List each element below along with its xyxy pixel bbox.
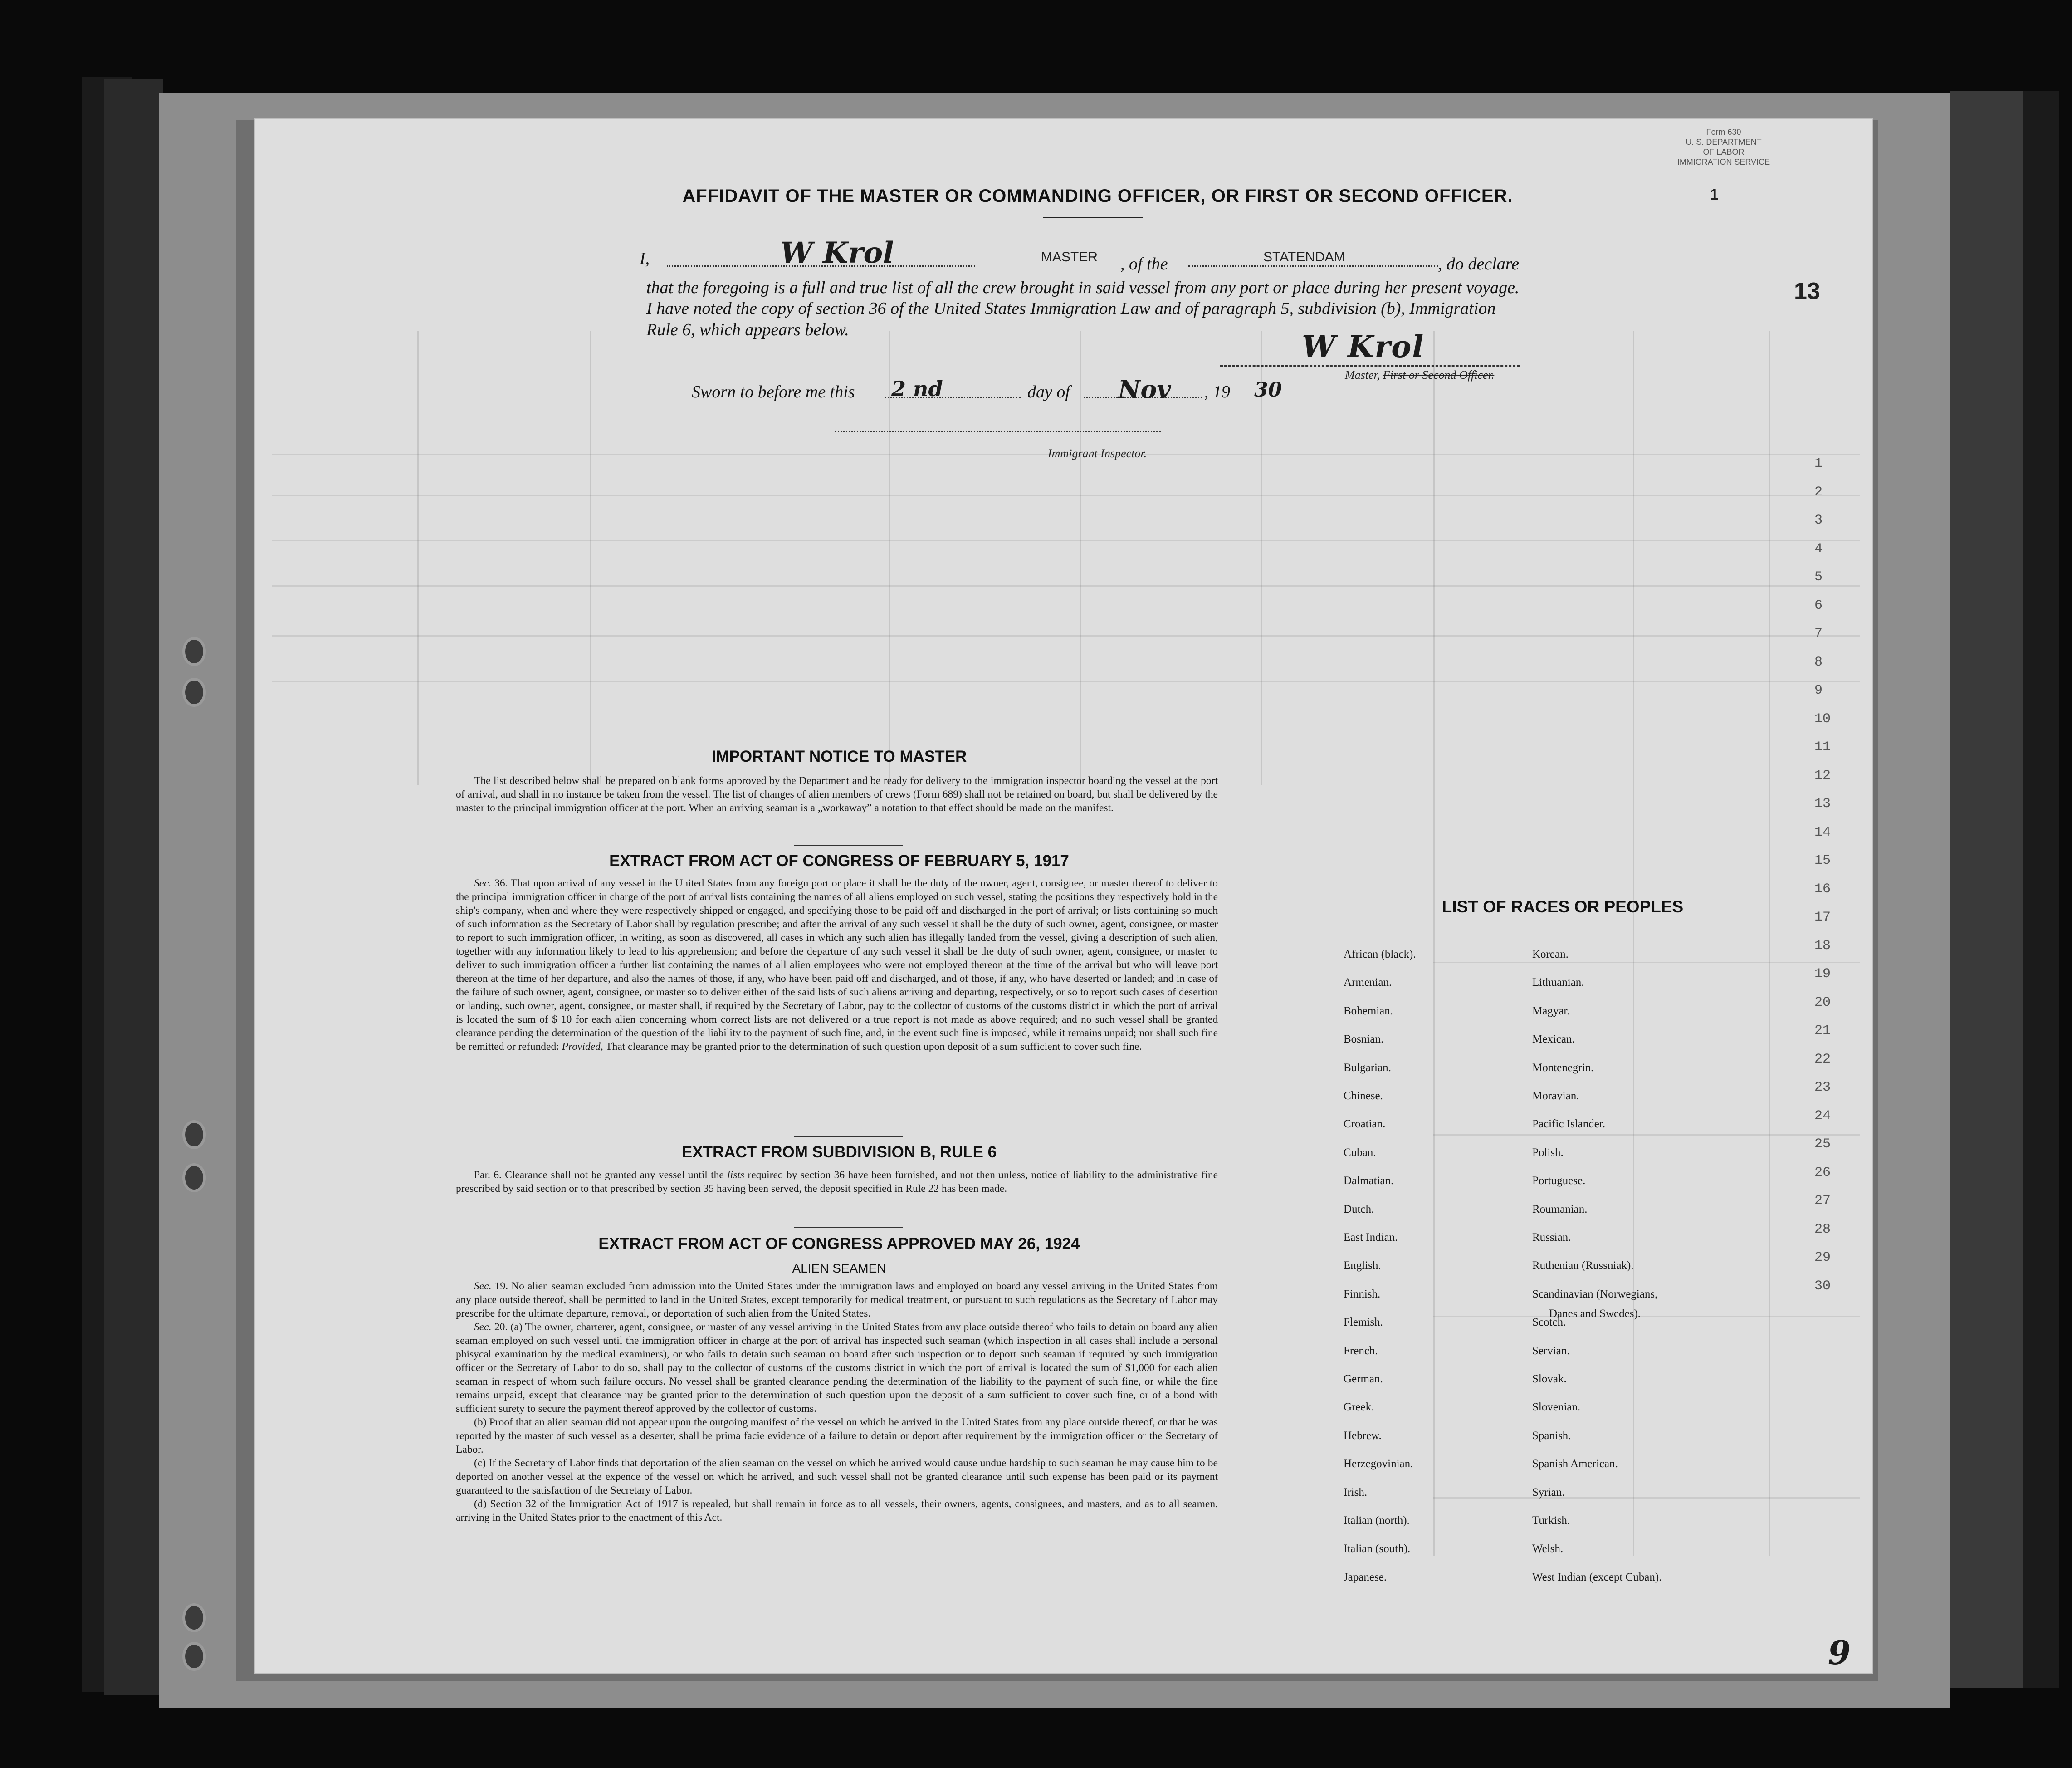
ghost-row-number: 25 [1814, 1136, 1831, 1152]
section-divider [794, 845, 903, 846]
sworn-month-handwritten: Nov [1118, 375, 1171, 404]
ghost-row-number: 21 [1814, 1023, 1831, 1038]
ghost-row-number: 19 [1814, 966, 1831, 982]
sworn-day-handwritten: 2 nd [891, 377, 943, 401]
race-item: French. [1344, 1344, 1378, 1357]
rule6-lists: lists [727, 1169, 745, 1181]
ghost-row-number: 11 [1814, 740, 1831, 755]
extract-1917-paragraph [456, 877, 1218, 1053]
ghost-line [272, 635, 1860, 637]
race-item: West Indian (except Cuban). [1532, 1571, 1662, 1583]
rank-typed: MASTER [1041, 250, 1098, 264]
race-item: Syrian. [1532, 1486, 1565, 1499]
ghost-line [272, 681, 1860, 682]
race-item: Spanish American. [1532, 1458, 1618, 1470]
race-item: Bosnian. [1344, 1033, 1384, 1046]
affidavit-line-4: Rule 6, which appears below. [646, 320, 849, 339]
race-item: Servian. [1532, 1344, 1570, 1357]
ghost-line [1433, 331, 1435, 1556]
ghost-line [1433, 962, 1860, 963]
do-declare-label: , do declare [1438, 255, 1520, 274]
races-title: LIST OF RACES OR PEOPLES [1442, 897, 1684, 916]
ghost-line [417, 331, 419, 785]
form-number: Form 630 [1706, 127, 1741, 137]
extract-1924-title: EXTRACT FROM ACT OF CONGRESS APPROVED MAY 26, 1924 [598, 1235, 1080, 1253]
left-holder-strip [104, 79, 163, 1695]
race-item: Slovenian. [1532, 1401, 1581, 1414]
day-of-label: day of [1027, 382, 1070, 402]
race-item: Finnish. [1344, 1288, 1381, 1300]
race-item: Hebrew. [1344, 1429, 1382, 1442]
ghost-row-number: 2 [1814, 484, 1823, 500]
race-item: Turkish. [1532, 1514, 1570, 1527]
section-divider [794, 1136, 903, 1137]
ghost-row-number: 27 [1814, 1193, 1831, 1209]
race-item: Italian (south). [1344, 1543, 1411, 1555]
ghost-line [272, 585, 1860, 587]
ghost-row-number: 24 [1814, 1108, 1831, 1124]
ghost-row-number: 28 [1814, 1221, 1831, 1237]
ghost-line [1769, 331, 1770, 1556]
notice-paragraph: The list described below shall be prepared on blank forms approved by the Department and be ready for delivery to the immigration inspector boarding the vessel at the port of arrival, and shall in no instance be taken from the vessel. The list of changes of alien members of crews (Form 689) shall not be retained on board, but shall be delivered by the master to the principal immigration officer at the port. When an arriving seaman is a „workaway” a notation to that effect should be made on the manifest. [456, 775, 1218, 814]
race-item: Korean. [1532, 948, 1569, 960]
ghost-line [889, 331, 890, 785]
inspector-caption: Immigrant Inspector. [1048, 447, 1147, 460]
ghost-line [1433, 1316, 1860, 1317]
ghost-row-number: 8 [1814, 654, 1823, 670]
race-item: Ruthenian (Russniak). [1532, 1259, 1634, 1272]
extract-1917-title: EXTRACT FROM ACT OF CONGRESS OF FEBRUARY 5, 1917 [609, 852, 1069, 870]
ghost-row-number: 13 [1814, 796, 1831, 812]
race-item: Lithuanian. [1532, 976, 1584, 989]
sec-20a-text: 20. (a) The owner, charterer, agent, consignee, or master of any vessel arriving in the United States from any place outside thereof who fails to detain on board any alien seaman employed on such vessel until the immigration officer in charge at the port of arrival has inspected such seaman (which inspection in all cases shall include a personal phisycal examination by the medical examiners), or who fails to detain such seaman on board after such inspection or to deport such seaman if required by such immigration officer or the Secretary of Labor to do so, shall pay to the collector of customs of the customs district in which the port of arrival is located the sum of $1,000 for each alien seaman in respect of whom such failure occurs. No vessel shall be granted clearance pending the determination of the liability to the payment of such fine, or while the fine remains unpaid, except that clearance may be granted prior to the determination of such question upon the deposit of a sum sufficient to cover such fine, or of a bond with sufficient surety to secure the payment thereof approved by the collector of customs. [456, 1321, 1218, 1415]
ghost-row-number: 20 [1814, 994, 1831, 1010]
bottom-pencil-mark: 9 [1828, 1633, 1851, 1672]
ghost-row-number: 9 [1814, 683, 1823, 698]
department-line: OF LABOR [1703, 147, 1745, 157]
ghost-row-number: 15 [1814, 853, 1831, 868]
ghost-row-number: 29 [1814, 1250, 1831, 1265]
race-item: African (black). [1344, 948, 1416, 960]
race-item: Moravian. [1532, 1090, 1579, 1102]
race-item: Bulgarian. [1344, 1061, 1391, 1074]
caption-struck-officer: First or Second Officer. [1383, 368, 1495, 382]
rule6-text-b: required by section 36 have been furnished, and not then unless, notice of liability to the administrative fine prescribed by said section or to that prescribed by section 35 having been served, the deposit specified in Rule 22 has been made. [456, 1169, 1218, 1195]
department-line: U. S. DEPARTMENT [1686, 137, 1762, 147]
ghost-line [272, 540, 1860, 541]
extract-rule6-body [456, 1168, 1218, 1195]
race-item: German. [1344, 1373, 1383, 1385]
race-item: Scandinavian (Norwegians, [1532, 1288, 1658, 1300]
sec-36-proviso: That clearance may be granted prior to the determination of such question upon deposit of a sum sufficient to cover such fine. [606, 1041, 1142, 1053]
race-item: Pacific Islander. [1532, 1118, 1606, 1131]
sec-36-text: 36. That upon arrival of any vessel in the United States from any foreign port or place it shall be the duty of the owner, agent, consignee, or master thereof to deliver to the principal immigration officer in charge of the port of arrival lists containing the names of all aliens employed on such vessel, stating the positions they respectively hold in the ship's company, when and where they were respectively shipped or engaged, and specifying those to be paid off and discharged in the port of arrival; or lists containing so much of such information as the Secretary of Labor shall by regulation prescribe; and after the arrival of any such vessel it shall be the duty of such owner, agent, consignee, or master to report to such immigration officer, in writing, as soon as discovered, all cases in which any such alien has illegally landed from the vessel, giving a description of such alien, together with any information likely to lead to his apprehension; and before the departure of any such vessel it shall be the duty of such owner, agent, consignee, or master to deliver to such immigration officer a further list containing the names of all alien employees who were not employed thereon at the time of the arrival but who will leave port thereon at the time of her departure, and also the names of those, if any, who have been paid off and discharged, and of those, if any, who have deserted or landed; and in case of the failure of such owner, agent, consignee, or master so to deliver either of the said lists of such aliens arriving and departing, respectively, or so to report such cases of desertion or landing, such owner, agent, consignee, or master shall, if required by the Secretary of Labor, pay to the collector of customs of the customs district in which the port of arrival is located the sum of $ 10 for each alien concerning whom correct lists are not delivered or a true report is not made as above required; and no such vessel shall be granted clearance pending the determination of the question of the liability to the payment of such fine, and, in the event such fine is imposed, while it remains unpaid; nor shall such fine be remitted or refunded: [456, 877, 1218, 1053]
race-item: Croatian. [1344, 1118, 1386, 1131]
extract-1917-body [456, 877, 1218, 1053]
master-signature: W Krol [1302, 329, 1425, 364]
ghost-row-number: 17 [1814, 910, 1831, 925]
inspector-blank [835, 431, 1161, 432]
ghost-row-number: 6 [1814, 597, 1823, 613]
race-item: Bohemian. [1344, 1004, 1393, 1017]
race-item: East Indian. [1344, 1231, 1398, 1244]
affidavit-line-2: that the foregoing is a full and true list of all the crew brought in said vessel from any port or place during her present voyage. [646, 278, 1520, 297]
punch-hole [185, 1123, 203, 1146]
race-item-continuation: Danes and Swedes). [1549, 1308, 1641, 1320]
punch-hole [185, 1645, 203, 1668]
race-item: Scotch. [1532, 1316, 1566, 1329]
race-item: Italian (north). [1344, 1514, 1410, 1527]
sworn-prefix: Sworn to before me this [692, 382, 855, 402]
affidavit-line-3: I have noted the copy of section 36 of the United States Immigration Law and of paragraph 5, subdivision (b), Immigration [646, 299, 1496, 318]
sheet-number: 13 [1794, 278, 1820, 304]
affidavit-title: AFFIDAVIT OF THE MASTER OR COMMANDING OFFICER, OR FIRST OR SECOND OFFICER. [682, 186, 1513, 206]
signer-name-handwritten: W Krol [780, 236, 894, 270]
of-the-label: , of the [1120, 255, 1168, 274]
affidavit-line-1 [640, 249, 650, 269]
ghost-line [1080, 331, 1081, 785]
form-corner-caption [1674, 127, 1774, 167]
ghost-row-number: 1 [1814, 456, 1823, 471]
sec-20d-paragraph: (d) Section 32 of the Immigration Act of 1917 is repealed, but shall remain in force as to all vessels, their owners, agents, consignees, and masters, and as to all seamen, arriving in the United States prior to the enactment of this Act. [456, 1498, 1218, 1523]
race-item: Armenian. [1344, 976, 1392, 989]
race-item: Herzegovinian. [1344, 1458, 1413, 1470]
punch-hole [185, 1606, 203, 1630]
race-item: Dutch. [1344, 1203, 1374, 1215]
sec-20a-paragraph [456, 1320, 1218, 1415]
vessel-typed: STATENDAM [1263, 250, 1345, 264]
ghost-line [1433, 1134, 1860, 1136]
sec-20b-paragraph: (b) Proof that an alien seaman did not appear upon the outgoing manifest of the vessel on which he arrived in the United States from any place outside thereof, or that he was reported by the master of such vessel as a deserter, shall be prima facie evidence of a failure to detain or deport after requirement by the immigration officer or the Secretary of Labor. [456, 1416, 1218, 1455]
race-item: Flemish. [1344, 1316, 1383, 1329]
race-item: Roumanian. [1532, 1203, 1588, 1215]
sec-label: Sec. [474, 877, 492, 889]
ghost-line [590, 331, 591, 785]
punch-hole [185, 640, 203, 663]
signature-line [1220, 365, 1520, 367]
year-label [1204, 382, 1230, 402]
race-item: Japanese. [1344, 1571, 1387, 1583]
race-item: Spanish. [1532, 1429, 1571, 1442]
right-holder-strip [1950, 91, 2023, 1688]
ghost-row-number: 22 [1814, 1051, 1831, 1067]
rule6-paragraph [456, 1168, 1218, 1195]
page-mark: 1 [1710, 186, 1719, 203]
extract-1924-body [456, 1279, 1218, 1524]
year-handwritten: 30 [1254, 378, 1282, 402]
ghost-row-number: 10 [1814, 711, 1831, 727]
race-item: Mexican. [1532, 1033, 1575, 1046]
service-line: IMMIGRATION SERVICE [1677, 157, 1770, 167]
sec-20c-paragraph: (c) If the Secretary of Labor finds that deportation of the alien seaman on the vessel on which he arrived would cause undue hardship to such seaman he may cause him to be deported on another vessel at the expence of the vessel on which he arrived, and such vessel shall not be granted clearance until such expense has been paid or its payment guaranteed to the satisfaction of the Secretary of Labor. [456, 1457, 1218, 1496]
ghost-row-number: 26 [1814, 1165, 1831, 1180]
race-item: Portuguese. [1532, 1175, 1586, 1187]
ghost-row-number: 14 [1814, 824, 1831, 840]
race-item: Cuban. [1344, 1146, 1376, 1159]
section-divider [794, 1227, 903, 1228]
notice-body [456, 774, 1218, 815]
ghost-line [1633, 331, 1634, 1556]
year-prefix: , 19 [1204, 382, 1230, 402]
caption-master: Master, [1345, 368, 1380, 382]
race-item: Russian. [1532, 1231, 1571, 1244]
ghost-row-number: 12 [1814, 768, 1831, 784]
race-item: Dalmatian. [1344, 1175, 1394, 1187]
punch-hole [185, 1166, 203, 1190]
race-item: Welsh. [1532, 1543, 1564, 1555]
race-item: Greek. [1344, 1401, 1374, 1414]
alien-seamen-subtitle: ALIEN SEAMEN [792, 1261, 886, 1275]
race-item: Chinese. [1344, 1090, 1383, 1102]
ghost-row-number: 7 [1814, 626, 1823, 642]
ghost-line [1433, 1497, 1860, 1499]
provided-label: Provided, [562, 1041, 603, 1053]
race-item: Irish. [1344, 1486, 1368, 1499]
punch-hole [185, 681, 203, 704]
sec-label: Sec. [474, 1280, 492, 1292]
ghost-row-number: 23 [1814, 1080, 1831, 1095]
race-item: Magyar. [1532, 1004, 1570, 1017]
sec-19-text: 19. No alien seaman excluded from admission into the United States under the immigration laws and employed on board any vessel arriving in the United States from any place outside thereof, shall be permitted to land in the United States, except temporarily for medical treatment, or pursuant to such regulations as the Secretary of Labor may prescribe for the ultimate departure, removal, or deportation of such alien from the United States. [456, 1280, 1218, 1319]
ghost-row-number: 3 [1814, 513, 1823, 528]
sec-label: Sec. [474, 1321, 492, 1333]
race-item: Slovak. [1532, 1373, 1567, 1385]
signature-caption [1345, 368, 1494, 382]
sec-19-paragraph [456, 1279, 1218, 1320]
ghost-row-number: 30 [1814, 1278, 1831, 1294]
race-item: English. [1344, 1259, 1381, 1272]
title-rule [1043, 217, 1143, 218]
race-item: Montenegrin. [1532, 1061, 1594, 1074]
ghost-line [272, 495, 1860, 496]
affidavit-i: I, [640, 249, 650, 268]
ghost-row-number: 18 [1814, 938, 1831, 954]
extract-rule6-title: EXTRACT FROM SUBDIVISION B, RULE 6 [681, 1143, 997, 1161]
notice-title: IMPORTANT NOTICE TO MASTER [711, 748, 967, 765]
ghost-row-number: 4 [1814, 541, 1823, 557]
rule6-text-a: Par. 6. Clearance shall not be granted any vessel until the [474, 1169, 724, 1181]
vessel-blank [1188, 265, 1438, 267]
ghost-row-number: 5 [1814, 569, 1823, 585]
race-item: Polish. [1532, 1146, 1564, 1159]
ghost-row-number: 16 [1814, 881, 1831, 897]
